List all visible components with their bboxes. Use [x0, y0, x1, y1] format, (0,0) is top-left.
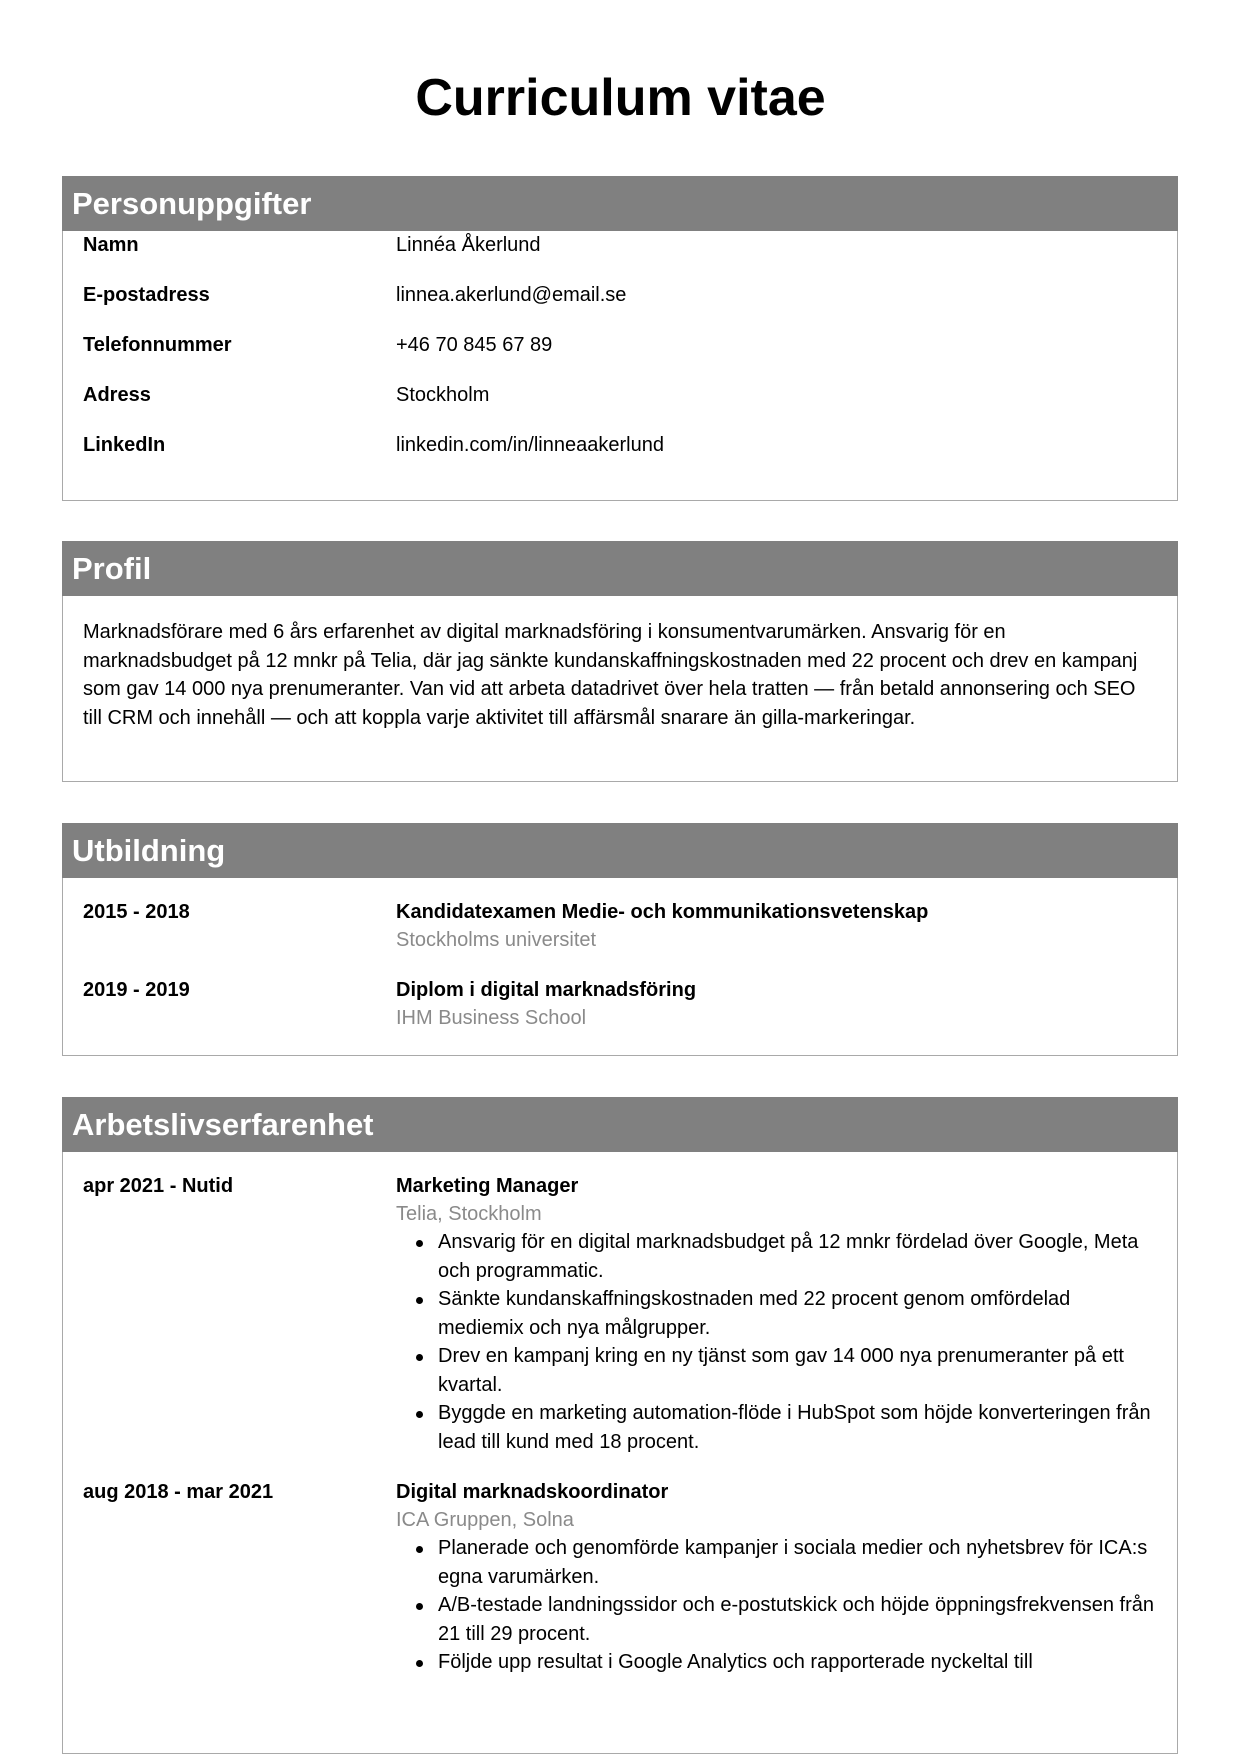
page-title: Curriculum vitae: [415, 69, 826, 127]
linkedin-value: linkedin.com/in/linneaakerlund: [396, 434, 664, 456]
personal-info-section: [62, 176, 1178, 501]
work-bullet: Följde upp resultat i Google Analytics och rapporterade nyckeltal till: [438, 1648, 1177, 1677]
education-title: Diplom i digital marknadsföring: [396, 979, 697, 1001]
work-bullet: Byggde en marketing automation-flöde i HubSpot som höjde konverteringen från lead till kund med 18 procent.: [438, 1399, 1177, 1456]
education-heading: Utbildning: [62, 823, 1178, 878]
education-item: [63, 898, 1177, 976]
work-item: [63, 1172, 1177, 1456]
education-institution: IHM Business School: [396, 1007, 587, 1029]
profile-heading: Profil: [62, 541, 1178, 596]
education-section: [62, 823, 1178, 1056]
work-title: Marketing Manager: [396, 1175, 579, 1197]
work-bullet: Drev en kampanj kring en ny tjänst som gav 14 000 nya prenumeranter på ett kvartal.: [438, 1342, 1177, 1399]
linkedin-label: LinkedIn: [83, 434, 166, 456]
work-section: [62, 1097, 1178, 1754]
work-period: apr 2021 - Nutid: [83, 1175, 234, 1197]
work-bullet: Ansvarig för en digital marknadsbudget på 12 mnkr fördelad över Google, Meta och programmatic.: [438, 1228, 1177, 1285]
work-period: aug 2018 - mar 2021: [83, 1481, 274, 1503]
personal-row-address: [63, 381, 1177, 431]
address-value: Stockholm: [396, 384, 490, 406]
phone-label: Telefonnummer: [83, 334, 232, 356]
profile-text: Marknadsförare med 6 års erfarenhet av digital marknadsföring i konsumentvarumärken. Ansvarig för en marknadsbudget på 12 mnkr på Telia, där jag sänkte kundanskaffningskostnaden med 22 procent och drev en kampanj som gav 14 000 nya prenumeranter. Van vid att arbeta datadrivet över hela tratten — från betald annonsering och SEO till CRM och innehåll — och att koppla varje aktivitet till affärsmål snarare än gilla-markeringar.: [83, 621, 1138, 729]
education-item: [63, 976, 1177, 1054]
email-value: linnea.akerlund@email.se: [396, 284, 627, 306]
personal-info-heading: Personuppgifter: [62, 176, 1178, 231]
address-label: Adress: [83, 384, 151, 406]
education-institution: Stockholms universitet: [396, 929, 597, 951]
name-label: Namn: [83, 234, 139, 256]
work-bullet: Sänkte kundanskaffningskostnaden med 22 procent genom omfördelad mediemix och nya målgrupper.: [438, 1285, 1177, 1342]
personal-row-email: [63, 281, 1177, 331]
work-bullet: A/B-testade landningssidor och e-postutskick och höjde öppningsfrekvensen från 21 till 29 procent.: [438, 1591, 1177, 1648]
work-heading: Arbetslivserfarenhet: [62, 1097, 1178, 1152]
education-title: Kandidatexamen Medie- och kommunikationsvetenskap: [396, 901, 929, 923]
work-item: [63, 1478, 1177, 1677]
education-period: 2019 - 2019: [83, 979, 190, 1001]
work-company: Telia, Stockholm: [396, 1203, 542, 1225]
education-period: 2015 - 2018: [83, 901, 190, 923]
personal-row-name: [63, 231, 1177, 281]
phone-value: +46 70 845 67 89: [396, 334, 553, 356]
name-value: Linnéa Åkerlund: [396, 234, 541, 256]
profile-section: [62, 541, 1178, 782]
work-bullet-list: [396, 1228, 1177, 1456]
email-label: E-postadress: [83, 284, 210, 306]
personal-row-linkedin: [63, 431, 1177, 481]
personal-row-phone: [63, 331, 1177, 381]
work-company: ICA Gruppen, Solna: [396, 1509, 574, 1531]
work-bullet: Planerade och genomförde kampanjer i sociala medier och nyhetsbrev för ICA:s egna varumärken.: [438, 1534, 1177, 1591]
work-title: Digital marknadskoordinator: [396, 1481, 669, 1503]
work-bullet-list: [396, 1534, 1177, 1677]
